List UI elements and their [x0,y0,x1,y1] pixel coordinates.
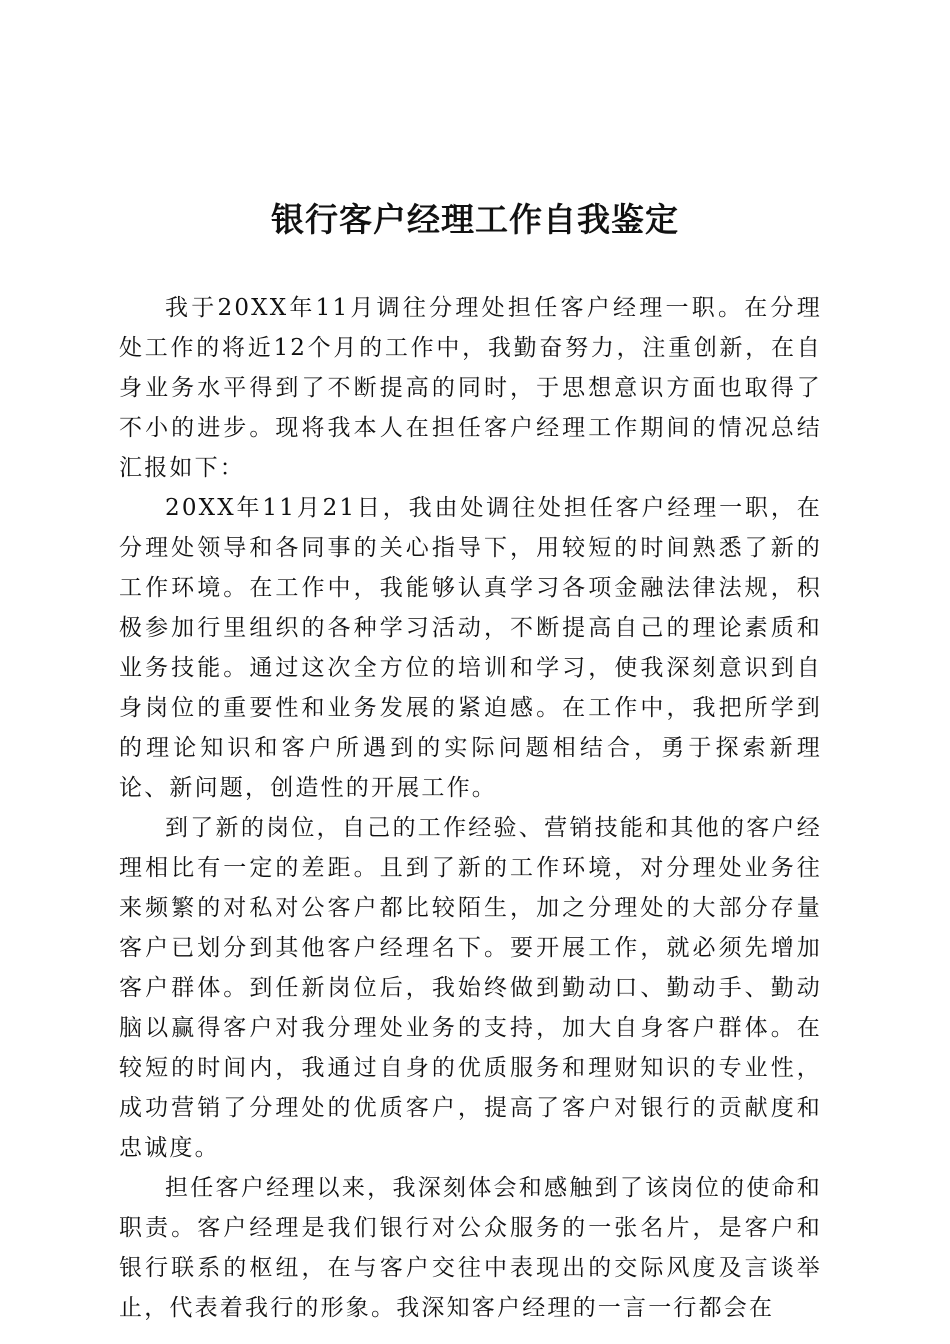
document-title: 银行客户经理工作自我鉴定 [271,200,679,239]
paragraph-4: 担任客户经理以来，我深刻体会和感触到了该岗位的使命和职责。客户经理是我们银行对公众服务的一张名片，是客户和银行联系的枢纽，在与客户交往中表现出的交际风度及言谈举止，代表着我行的形象。我深知客户经理的一言一行都会在 [119,1175,822,1321]
paragraph-2: 20XX年11月21日，我由处调往处担任客户经理一职，在分理处领导和各同事的关心指导下，用较短的时间熟悉了新的工作环境。在工作中，我能够认真学习各项金融法律法规，积极参加行里组织的各种学习活动，不断提高自己的理论素质和业务技能。通过这次全方位的培训和学习，使我深刻意识到自身岗位的重要性和业务发展的紧迫感。在工作中，我把所学到的理论知识和客户所遇到的实际问题相结合，勇于探索新理论、新问题，创造性的开展工作。 [119,495,822,801]
paragraph-1: 我于20XX年11月调往分理处担任客户经理一职。在分理处工作的将近12个月的工作中，我勤奋努力，注重创新，在自身业务水平得到了不断提高的同时，于思想意识方面也取得了不小的进步。现将我本人在担任客户经理工作期间的情况总结汇报如下： [119,295,822,481]
document-body [119,288,822,1328]
paragraph-3: 到了新的岗位，自己的工作经验、营销技能和其他的客户经理相比有一定的差距。且到了新的工作环境，对分理处业务往来频繁的对私对公客户都比较陌生，加之分理处的大部分存量客户已划分到其他客户经理名下。要开展工作，就必须先增加客户群体。到任新岗位后，我始终做到勤动口、勤动手、勤动脑以赢得客户对我分理处业务的支持，加大自身客户群体。在较短的时间内，我通过自身的优质服务和理财知识的专业性，成功营销了分理处的优质客户，提高了客户对银行的贡献度和忠诚度。 [119,815,822,1161]
